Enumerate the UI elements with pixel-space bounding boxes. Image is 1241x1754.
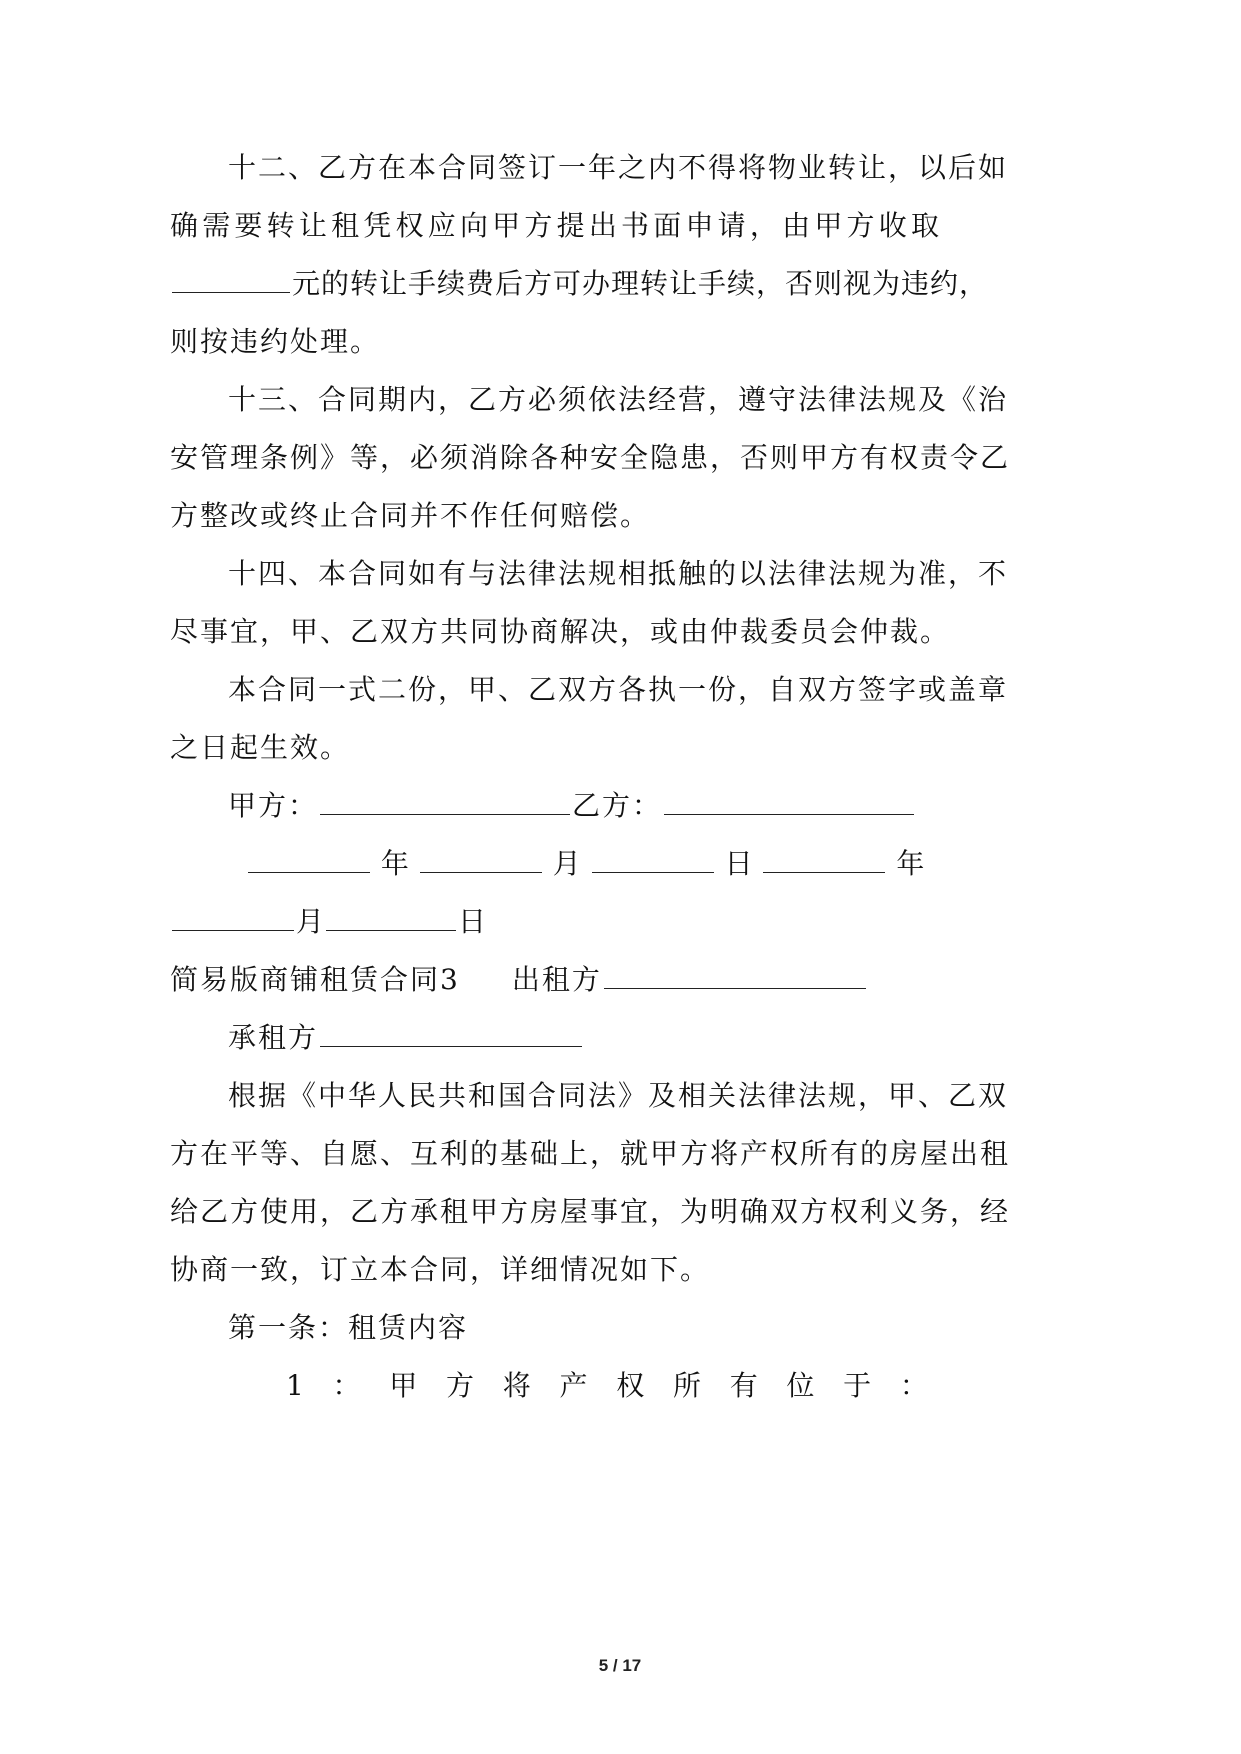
- year-label-2: 年: [896, 847, 925, 880]
- day-label-1: 日: [724, 847, 753, 880]
- item1-char: 于: [843, 1369, 874, 1402]
- date-blank-6: [326, 902, 456, 931]
- copies-line-1: 本合同一式二份，甲、乙双方各执一份，自双方签字或盖章: [228, 673, 1009, 706]
- item1-char: ：: [899, 1369, 930, 1402]
- date-blank-4: [763, 844, 885, 873]
- lessee-label: 承租方: [228, 1021, 319, 1054]
- preamble-line-4: 协商一致，订立本合同，详细情况如下。: [170, 1253, 711, 1286]
- lessor-blank: [604, 960, 866, 989]
- clause-13-line-3: 方整改或终止合同并不作任何赔偿。: [170, 499, 651, 532]
- preamble-line-2: 方在平等、自愿、互利的基础上，就甲方将产权所有的房屋出租: [170, 1137, 1011, 1170]
- party-a-blank: [320, 786, 570, 815]
- date-blank-5: [172, 902, 294, 931]
- item1-char: 方: [446, 1369, 477, 1402]
- signature-line: [228, 786, 916, 826]
- item1-char: 将: [502, 1369, 533, 1402]
- date-blank-1: [248, 844, 370, 873]
- item1-char: 权: [616, 1369, 647, 1402]
- contract3-heading-line: [170, 960, 868, 1000]
- month-label-2: 月: [296, 905, 325, 938]
- page-number: 5 / 17: [598, 1656, 642, 1675]
- item1-char: 产: [559, 1369, 590, 1402]
- date-blank-2: [420, 844, 542, 873]
- party-b-label: 乙方：: [572, 789, 663, 822]
- item1-char: 位: [786, 1369, 817, 1402]
- article1-item1: [286, 1366, 930, 1406]
- item1-char: 所: [672, 1369, 703, 1402]
- item1-char: 甲: [389, 1369, 420, 1402]
- party-b-blank: [664, 786, 914, 815]
- year-label-1: 年: [380, 847, 409, 880]
- clause-12-line-3: [170, 264, 988, 304]
- day-label-2: 日: [458, 905, 487, 938]
- clause-14-line-1: 十四、本合同如有与法律法规相抵触的以法律法规为准，不: [228, 557, 1009, 590]
- clause-14-line-2: 尽事宜，甲、乙双方共同协商解决，或由仲裁委员会仲裁。: [170, 615, 951, 648]
- clause-13-line-2: 安管理条例》等，必须消除各种安全隐患，否则甲方有权责令乙: [170, 441, 1011, 474]
- preamble-line-3: 给乙方使用，乙方承租甲方房屋事宜，为明确双方权利义务，经: [170, 1195, 1011, 1228]
- clause-13-line-1: 十三、合同期内，乙方必须依法经营，遵守法律法规及《治: [228, 383, 1009, 416]
- month-label-1: 月: [552, 847, 581, 880]
- clause-12-line-4: 则按违约处理。: [170, 325, 381, 358]
- contract3-title: 简易版商铺租赁合同3: [170, 963, 460, 996]
- lessee-blank: [320, 1018, 582, 1047]
- lessor-label: 出租方: [511, 963, 602, 996]
- clause-12-line-1: 十二、乙方在本合同签订一年之内不得将物业转让，以后如: [228, 151, 1009, 184]
- clause-12-line-2: 确需要转让租凭权应向甲方提出书面申请，由甲方收取: [170, 209, 940, 242]
- date-line-2: [170, 902, 486, 942]
- item1-char: 1: [286, 1369, 306, 1402]
- fee-blank: [172, 264, 290, 293]
- item1-char: ：: [332, 1369, 363, 1402]
- party-a-label: 甲方：: [228, 789, 319, 822]
- article1-title: 第一条：租赁内容: [228, 1311, 469, 1344]
- item1-char: 有: [729, 1369, 760, 1402]
- clause-12-line-3-text: 元的转让手续费后方可办理转让手续，否则视为违约，: [292, 267, 989, 300]
- date-line: [246, 844, 924, 884]
- preamble-line-1: 根据《中华人民共和国合同法》及相关法律法规，甲、乙双: [228, 1079, 1009, 1112]
- copies-line-2: 之日起生效。: [170, 731, 351, 764]
- date-blank-3: [592, 844, 714, 873]
- lessee-line: [228, 1018, 584, 1058]
